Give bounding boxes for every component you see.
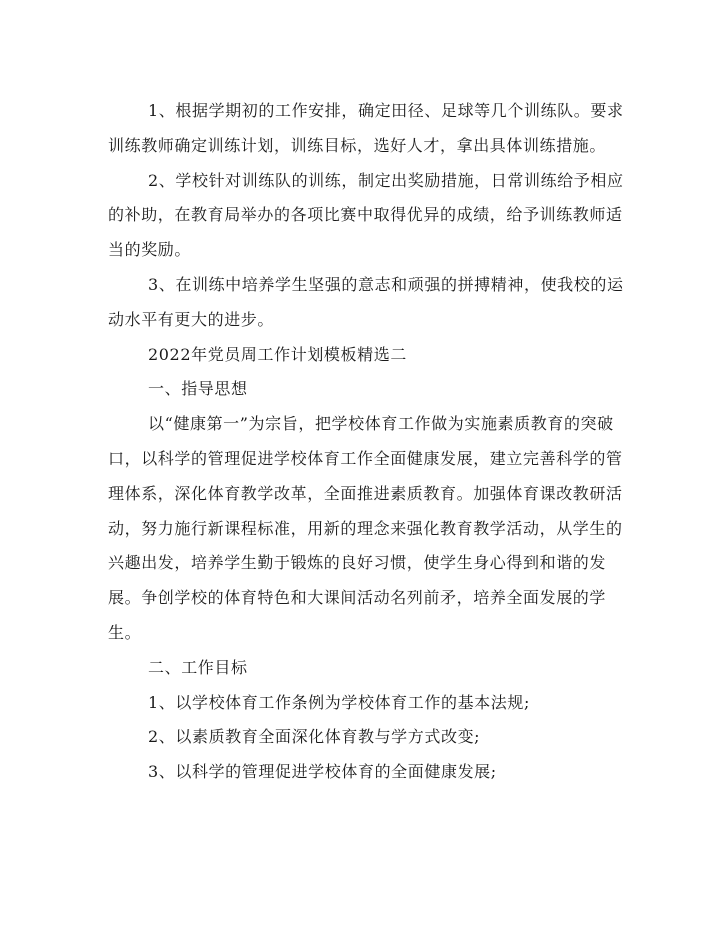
section-heading-work-goals: 二、工作目标: [148, 657, 248, 677]
section-heading-guiding-thought: 一、指导思想: [148, 379, 248, 399]
goal-item: 1、以学校体育工作条例为学校体育工作的基本法规;: [148, 692, 530, 712]
paragraph-rewards: 2、学校针对训练队的训练，制定出奖励措施，日常训练给予相应的补助，在教育局举办的各项比赛中取得优异的成绩，给予训练教师适当的奖励。: [108, 170, 624, 260]
paragraph-training-teams: 1、根据学期初的工作安排，确定田径、足球等几个训练队。要求训练教师确定训练计划，训练目标，选好人才，拿出具体训练措施。: [108, 101, 624, 155]
document-subtitle: 2022年党员周工作计划模板精选二: [148, 344, 407, 364]
goal-item: 3、以科学的管理促进学校体育的全面健康发展;: [148, 762, 497, 782]
paragraph-spirit: 3、在训练中培养学生坚强的意志和顽强的拼搏精神，使我校的运动水平有更大的进步。: [108, 274, 624, 329]
document-body: [108, 94, 628, 790]
goal-item: 2、以素质教育全面深化体育教与学方式改变;: [148, 727, 481, 747]
paragraph-guiding-thought: 以“健康第一”为宗旨，把学校体育工作做为实施素质教育的突破口，以科学的管理促进学校体育工作全面健康发展，建立完善科学的管理体系，深化体育教学改革，全面推进素质教育。加强体育课改教研活动，努力施行新课程标准，用新的理念来强化教育教学活动，从学生的兴趣出发，培养学生勤于锻炼的良好习惯，使学生身心得到和谐的发展。争创学校的体育特色和大课间活动名列前矛，培养全面发展的学生。: [108, 414, 623, 642]
